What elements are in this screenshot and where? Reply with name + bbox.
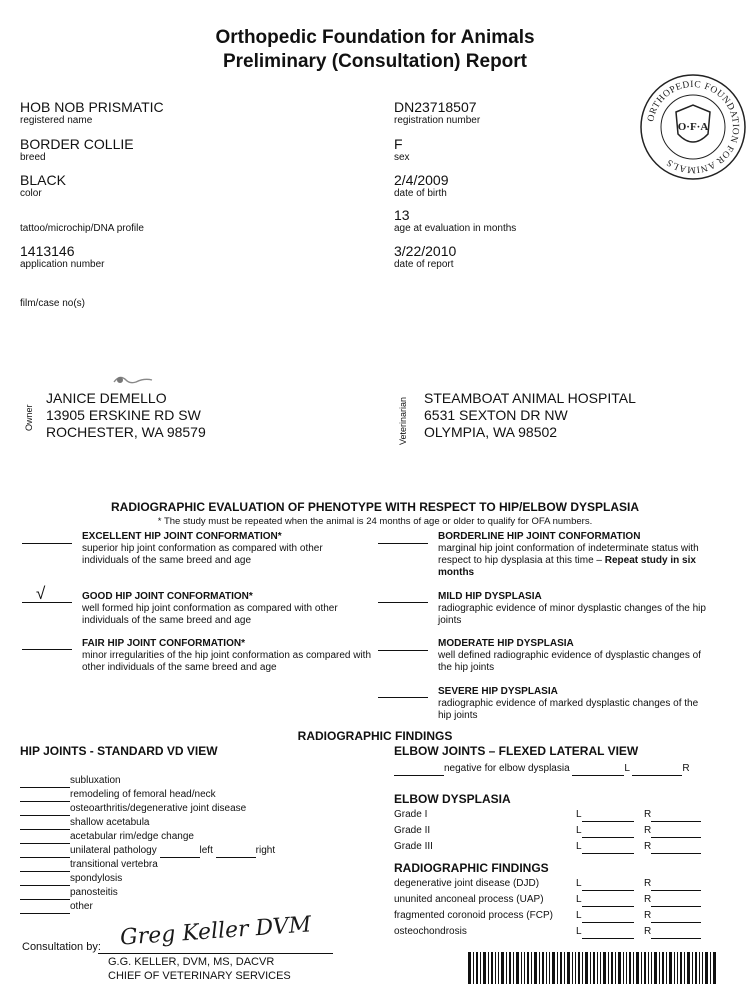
finding-label: fragmented coronoid process (FCP) <box>394 910 553 921</box>
list-item <box>20 816 275 830</box>
right-label: R <box>682 763 690 774</box>
elbow-negative-label: negative for elbow dysplasia <box>444 763 570 774</box>
entry-line[interactable] <box>20 859 70 872</box>
left-label: L <box>576 878 582 889</box>
repeat-study-note: Repeat study in six months <box>438 555 696 578</box>
finding-label: degenerative joint disease (DJD) <box>394 878 540 889</box>
sex-label: sex <box>394 152 410 163</box>
elbow-joints-title: ELBOW JOINTS – FLEXED LATERAL VIEW <box>394 744 639 758</box>
report-title-line1: Orthopedic Foundation for Animals <box>215 27 535 48</box>
list-item <box>20 802 275 816</box>
date-of-birth-value: 2/4/2009 <box>394 172 449 188</box>
entry-line[interactable] <box>20 887 70 900</box>
severe-mark-line[interactable] <box>378 685 428 698</box>
vet-city: OLYMPIA, WA 98502 <box>424 424 558 440</box>
classification-fair <box>82 638 372 674</box>
list-item-label: panosteitis <box>70 887 118 898</box>
classification-title: MILD HIP DYSPLASIA <box>438 591 542 602</box>
findings-title: RADIOGRAPHIC FINDINGS <box>297 729 453 743</box>
application-number-value: 1413146 <box>20 243 75 259</box>
excellent-mark-line[interactable] <box>22 531 72 544</box>
evaluation-title: RADIOGRAPHIC EVALUATION OF PHENOTYPE WITH RESPECT TO HIP/ELBOW DYSPLASIA <box>110 500 640 514</box>
entry-line[interactable] <box>582 894 634 907</box>
classification-title: BORDERLINE HIP JOINT CONFORMATION <box>438 531 641 542</box>
handwritten-signature: Greg Keller DVM <box>119 912 312 951</box>
consultation-label: Consultation by: <box>22 941 101 953</box>
classification-title: EXCELLENT HIP JOINT CONFORMATION* <box>82 531 282 542</box>
mild-mark-line[interactable] <box>378 590 428 603</box>
elbow-negative-row <box>394 762 690 776</box>
left-label: L <box>576 910 582 921</box>
entry-line[interactable] <box>651 894 701 907</box>
grade-label: Grade I <box>394 809 428 820</box>
classification-title: FAIR HIP JOINT CONFORMATION* <box>82 638 245 649</box>
entry-line[interactable] <box>582 841 634 854</box>
left-label: L <box>576 926 582 937</box>
list-item <box>20 886 275 900</box>
color-label: color <box>20 188 42 199</box>
entry-line[interactable] <box>20 775 70 788</box>
veterinarian-label: Veterinarian <box>398 396 408 445</box>
list-item-label: transitional vertebra <box>70 859 158 870</box>
list-item <box>20 900 275 914</box>
entry-line[interactable] <box>582 825 634 838</box>
vet-clinic-name: STEAMBOAT ANIMAL HOSPITAL <box>424 390 636 406</box>
unilateral-right-line[interactable] <box>216 845 256 858</box>
classification-mild <box>438 591 714 627</box>
classification-moderate <box>438 638 714 674</box>
list-item <box>394 877 652 893</box>
entry-line[interactable] <box>651 878 701 891</box>
entry-line[interactable] <box>651 910 701 923</box>
entry-line[interactable] <box>20 817 70 830</box>
list-item-label: other <box>70 901 93 912</box>
owner-address <box>46 390 206 441</box>
left-label: L <box>576 825 582 836</box>
report-title-line2: Preliminary (Consultation) Report <box>222 51 528 72</box>
elbow-dysplasia-title: ELBOW DYSPLASIA <box>394 792 511 806</box>
date-of-report-value: 3/22/2010 <box>394 243 457 259</box>
signer-name: G.G. KELLER, DVM, MS, DACVR <box>108 956 275 968</box>
classification-title: MODERATE HIP DYSPLASIA <box>438 638 574 649</box>
list-item-label: unilateral pathology <box>70 845 157 856</box>
right-label: R <box>644 878 652 889</box>
owner-label: Owner <box>24 404 34 431</box>
moderate-mark-line[interactable] <box>378 638 428 651</box>
right-label: R <box>644 910 652 921</box>
list-item <box>20 844 275 858</box>
fair-mark-line[interactable] <box>22 637 72 650</box>
tattoo-label: tattoo/microchip/DNA profile <box>20 223 144 234</box>
classification-desc: superior hip joint conformation as compared with other individuals of the same breed and age <box>82 543 323 566</box>
grade-label: Grade II <box>394 825 431 836</box>
right-label: R <box>644 825 652 836</box>
application-number-label: application number <box>20 259 105 270</box>
film-case-label: film/case no(s) <box>20 298 86 309</box>
list-item-label: spondylosis <box>70 873 123 884</box>
sex-value: F <box>394 136 403 152</box>
entry-line[interactable] <box>20 845 70 858</box>
classification-title: GOOD HIP JOINT CONFORMATION* <box>82 591 253 602</box>
list-item <box>394 824 652 840</box>
classification-title: SEVERE HIP DYSPLASIA <box>438 686 558 697</box>
unilateral-left-line[interactable] <box>160 845 200 858</box>
unilateral-right-label: right <box>255 845 276 856</box>
signature-line <box>98 953 333 954</box>
entry-line[interactable] <box>632 763 682 776</box>
classification-desc: well formed hip joint conformation as compared with other individuals of the same breed and age <box>82 603 338 626</box>
checkmark-good: √ <box>36 584 46 603</box>
entry-line[interactable] <box>651 841 701 854</box>
registered-name-value: HOB NOB PRISMATIC <box>20 99 164 115</box>
list-item <box>20 774 275 788</box>
classification-good <box>82 591 372 627</box>
list-item-label: remodeling of femoral head/neck <box>70 789 216 800</box>
entry-line[interactable] <box>651 809 701 822</box>
signer-title: CHIEF OF VETERINARY SERVICES <box>108 970 291 982</box>
entry-line[interactable] <box>582 926 634 939</box>
finding-label: ununited anconeal process (UAP) <box>394 894 544 905</box>
entry-line[interactable] <box>651 926 701 939</box>
breed-label: breed <box>20 152 46 163</box>
entry-line[interactable] <box>20 803 70 816</box>
entry-line[interactable] <box>582 910 634 923</box>
good-mark-line[interactable] <box>22 590 72 603</box>
right-label: R <box>644 926 652 937</box>
right-label: R <box>644 841 652 852</box>
list-item-label: shallow acetabula <box>70 817 150 828</box>
grade-list <box>394 808 652 856</box>
elbow-findings-list <box>394 877 652 941</box>
classification-severe <box>438 686 714 722</box>
classification-desc: radiographic evidence of marked dysplastic changes of the hip joints <box>438 698 699 721</box>
list-item-label: subluxation <box>70 775 121 786</box>
list-item <box>20 830 275 844</box>
evaluation-note: * The study must be repeated when the animal is 24 months of age or older to qualify for OFA numbers. <box>157 516 593 527</box>
svg-text:ORTHOPEDIC FOUNDATION FOR ANIM: ORTHOPEDIC FOUNDATION FOR ANIMALS <box>646 79 741 175</box>
classification-desc: well defined radiographic evidence of dysplastic changes of the hip joints <box>438 650 701 673</box>
age-value: 13 <box>394 207 410 223</box>
unilateral-left-label: left <box>199 845 213 856</box>
entry-line[interactable] <box>651 825 701 838</box>
ofa-seal-logo <box>638 72 748 182</box>
hip-findings-list <box>20 774 275 914</box>
ink-mark <box>110 370 155 392</box>
classification-desc: radiographic evidence of minor dysplastic changes of the hip joints <box>438 603 706 626</box>
classification-desc: minor irregularities of the hip joint conformation as compared with other individuals of the same breed and age <box>82 650 372 673</box>
finding-label: osteochondrosis <box>394 926 467 937</box>
age-label: age at evaluation in months <box>394 223 517 234</box>
list-item <box>394 808 652 824</box>
veterinarian-address <box>424 390 636 441</box>
grade-label: Grade III <box>394 841 433 852</box>
borderline-mark-line[interactable] <box>378 531 428 544</box>
owner-city: ROCHESTER, WA 98579 <box>46 424 206 440</box>
elbow-findings-title: RADIOGRAPHIC FINDINGS <box>394 861 549 875</box>
left-label: L <box>576 809 582 820</box>
entry-line[interactable] <box>20 873 70 886</box>
list-item <box>20 858 275 872</box>
left-label: L <box>576 841 582 852</box>
registration-number-label: registration number <box>394 115 481 126</box>
hip-joints-title: HIP JOINTS - STANDARD VD VIEW <box>20 744 218 758</box>
list-item <box>20 788 275 802</box>
entry-line[interactable] <box>20 831 70 844</box>
barcode-image <box>468 952 718 984</box>
classification-desc: marginal hip joint conformation of indeterminate status with respect to hip dysplasia at this time – <box>438 543 699 566</box>
classification-borderline <box>438 531 714 579</box>
list-item-label: osteoarthritis/degenerative joint disease <box>70 803 247 814</box>
list-item <box>394 893 652 909</box>
registered-name-label: registered name <box>20 115 93 126</box>
list-item <box>394 925 652 941</box>
date-of-report-label: date of report <box>394 259 454 270</box>
left-label: L <box>624 763 630 774</box>
left-label: L <box>576 894 582 905</box>
list-item-label: acetabular rim/edge change <box>70 831 194 842</box>
owner-name: JANICE DEMELLO <box>46 390 167 406</box>
list-item <box>394 840 652 856</box>
date-of-birth-label: date of birth <box>394 188 447 199</box>
right-label: R <box>644 809 652 820</box>
svg-text:O·F·A: O·F·A <box>677 121 709 133</box>
entry-line[interactable] <box>572 763 624 776</box>
list-item <box>394 909 652 925</box>
breed-value: BORDER COLLIE <box>20 136 134 152</box>
classification-excellent <box>82 531 372 567</box>
entry-line[interactable] <box>582 809 634 822</box>
registration-number-value: DN23718507 <box>394 99 477 115</box>
right-label: R <box>644 894 652 905</box>
list-item <box>20 872 275 886</box>
entry-line[interactable] <box>582 878 634 891</box>
entry-line[interactable] <box>20 789 70 802</box>
entry-line[interactable] <box>394 763 444 776</box>
entry-line[interactable] <box>20 901 70 914</box>
vet-street: 6531 SEXTON DR NW <box>424 407 568 423</box>
color-value: BLACK <box>20 172 66 188</box>
owner-street: 13905 ERSKINE RD SW <box>46 407 201 423</box>
